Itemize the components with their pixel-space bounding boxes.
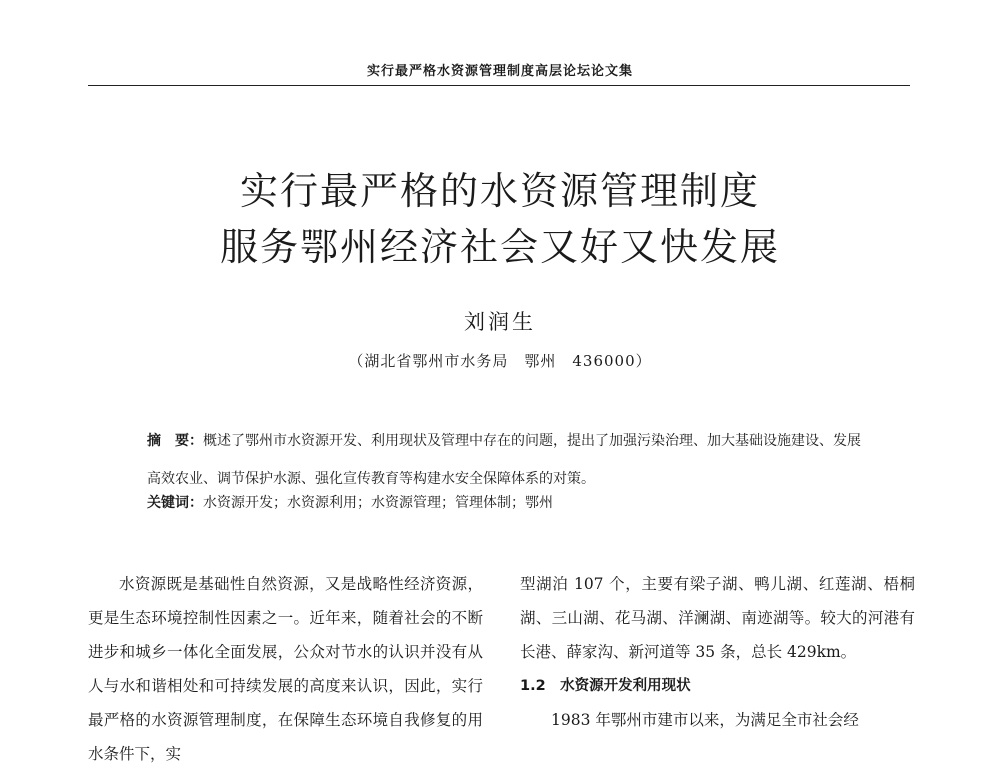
right-paragraph: 型湖泊 107 个，主要有梁子湖、鸭儿湖、红莲湖、梧桐湖、三山湖、花马湖、洋澜湖、南迹湖等。较大的河港有长港、薛家沟、新河道等 35 条，总长 429km。 xyxy=(520,575,915,661)
running-header: 实行最严格水资源管理制度高层论坛论文集 xyxy=(366,64,633,79)
keywords xyxy=(147,492,867,512)
abstract-text: 概述了鄂州市水资源开发、利用现状及管理中存在的问题，提出了加强污染治理、加大基础设施建设、发展高效农业、调节保护水源、强化宣传教育等构建水安全保障体系的对策。 xyxy=(147,433,861,487)
keywords-text: 水资源开发；水资源利用；水资源管理；管理体制；鄂州 xyxy=(203,495,553,511)
section-heading: 1.2 水资源开发利用现状 xyxy=(520,678,691,694)
right-continuation: 1983 年鄂州市建市以来，为满足全市社会经 xyxy=(551,711,859,729)
abstract-label: 摘 要： xyxy=(147,433,203,449)
title-line-2: 服务鄂州经济社会又好又快发展 xyxy=(219,225,780,269)
right-column xyxy=(520,567,915,737)
header-rule xyxy=(88,85,910,86)
left-paragraph: 水资源既是基础性自然资源，又是战略性经济资源，更是生态环境控制性因素之一。近年来，随着社会的不断进步和城乡一体化全面发展，公众对节水的认识并没有从人与水和谐相处和可持续发展的高度来认识，因此，实行最严格的水资源管理制度，在保障生态环境自我修复的用水条件下，实 xyxy=(88,575,483,763)
title-line-1: 实行最严格的水资源管理制度 xyxy=(239,169,760,213)
keywords-label: 关键词： xyxy=(147,495,203,511)
abstract xyxy=(147,422,867,498)
author: 刘润生 xyxy=(464,310,536,334)
affiliation: （湖北省鄂州市水务局 鄂州 436000） xyxy=(348,352,652,370)
left-column xyxy=(88,567,483,771)
